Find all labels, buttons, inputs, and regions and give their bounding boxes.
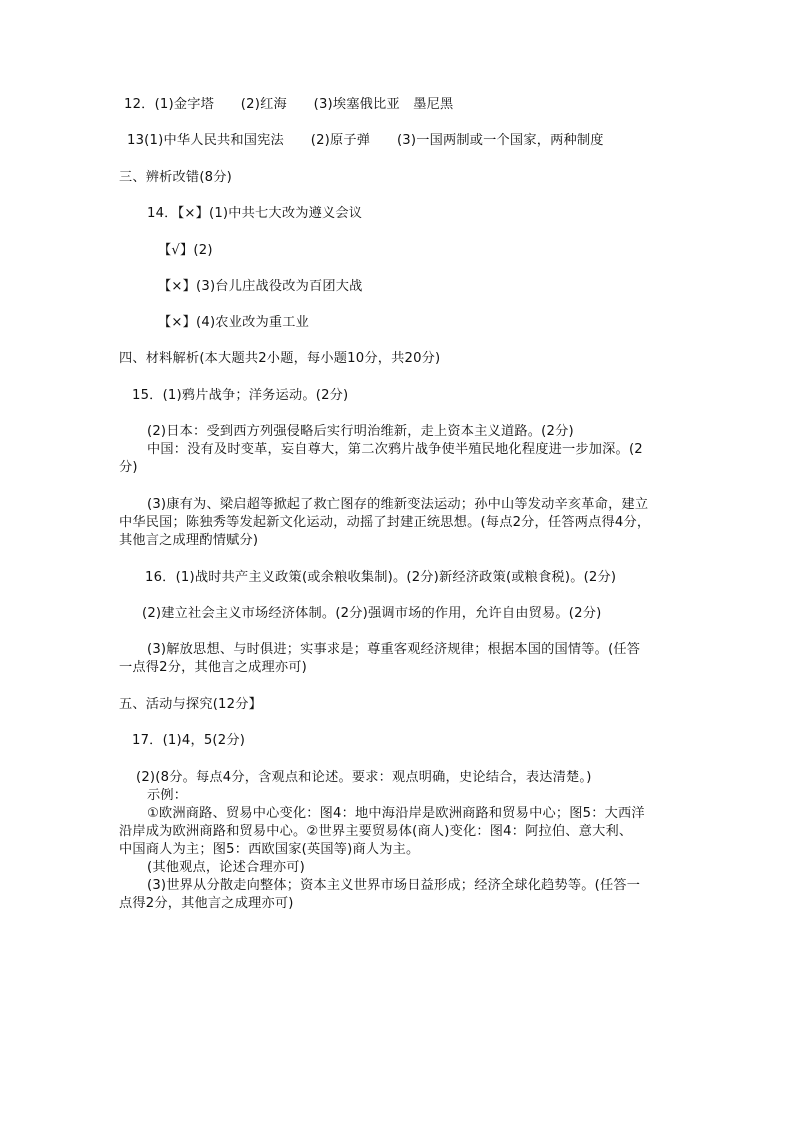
answer-16-3-line-1: (3)解放思想、与时俱进；实事求是；尊重客观经济规律；根据本国的国情等。(任答 <box>147 642 641 657</box>
answer-15-3-line-2: 中华民国；陈独秀等发起新文化运动，动摇了封建正统思想。(每点2分，任答两点得4分， <box>119 515 651 530</box>
answer-15-2-japan: (2)日本：受到西方列强侵略后实行明治维新，走上资本主义道路。(2分) <box>147 424 574 439</box>
answer-17-2-requirements: (2)(8分。每点4分，含观点和论述。要求：观点明确，史论结合，表达清楚。) <box>136 770 592 785</box>
answer-16-1: 16．(1)战时共产主义政策(或余粮收集制)。(2分)新经济政策(或粮食税)。(2分) <box>145 570 617 585</box>
answer-14-item-2: 【√】(2) <box>158 243 213 258</box>
section-4-heading: 四、材料解析(本大题共2小题，每小题10分，共20分) <box>119 351 441 366</box>
answer-15-1: 15．(1)鸦片战争；洋务运动。(2分) <box>132 388 349 403</box>
answer-15-2-china: 中国：没有及时变革，妄自尊大，第二次鸦片战争使半殖民地化程度进一步加深。(2 <box>147 442 643 457</box>
answer-17-3-line-1: (3)世界从分散走向整体；资本主义世界市场日益形成；经济全球化趋势等。(任答一 <box>147 878 641 893</box>
answer-14-item-1: 14．【×】(1)中共七大改为遵义会议 <box>147 206 363 221</box>
answer-17-2-note: (其他观点，论述合理亦可) <box>147 860 305 875</box>
answer-15-3-line-1: (3)康有为、梁启超等掀起了救亡图存的维新变法运动；孙中山等发动辛亥革命，建立 <box>147 497 649 512</box>
answer-15-2-china-cont: 分) <box>119 460 138 475</box>
answer-17-2-example-line-1: ①欧洲商路、贸易中心变化：图4：地中海沿岸是欧洲商路和贸易中心；图5：大西洋 <box>147 806 645 821</box>
answer-17-2-example-line-3: 中国商人为主；图5：西欧国家(英国等)商人为主。 <box>119 842 420 857</box>
answer-17-2-example-label: 示例： <box>147 788 188 803</box>
answer-16-2: (2)建立社会主义市场经济体制。(2分)强调市场的作用，允许自由贸易。(2分) <box>142 606 602 621</box>
answer-13: 13(1)中华人民共和国宪法 (2)原子弹 (3)一国两制或一个国家，两种制度 <box>127 133 604 148</box>
answer-17-3-line-2: 点得2分，其他言之成理亦可) <box>119 896 294 911</box>
answer-14-item-4: 【×】(4)农业改为重工业 <box>158 315 310 330</box>
answer-17-2-example-line-2: 沿岸成为欧洲商路和贸易中心。②世界主要贸易体(商人)变化：图4：阿拉伯、意大利、 <box>119 824 633 839</box>
answer-14-item-3: 【×】(3)台儿庄战役改为百团大战 <box>158 279 363 294</box>
section-5-heading: 五、活动与探究(12分】 <box>119 697 263 712</box>
answer-12: 12．(1)金字塔 (2)红海 (3)埃塞俄比亚 墨尼黑 <box>124 97 454 112</box>
section-3-heading: 三、辨析改错(8分) <box>119 170 232 185</box>
answer-15-3-line-3: 其他言之成理酌情赋分) <box>119 533 259 548</box>
answer-17-1: 17．(1)4，5(2分) <box>132 733 246 748</box>
answer-16-3-line-2: 一点得2分，其他言之成理亦可) <box>119 660 307 675</box>
